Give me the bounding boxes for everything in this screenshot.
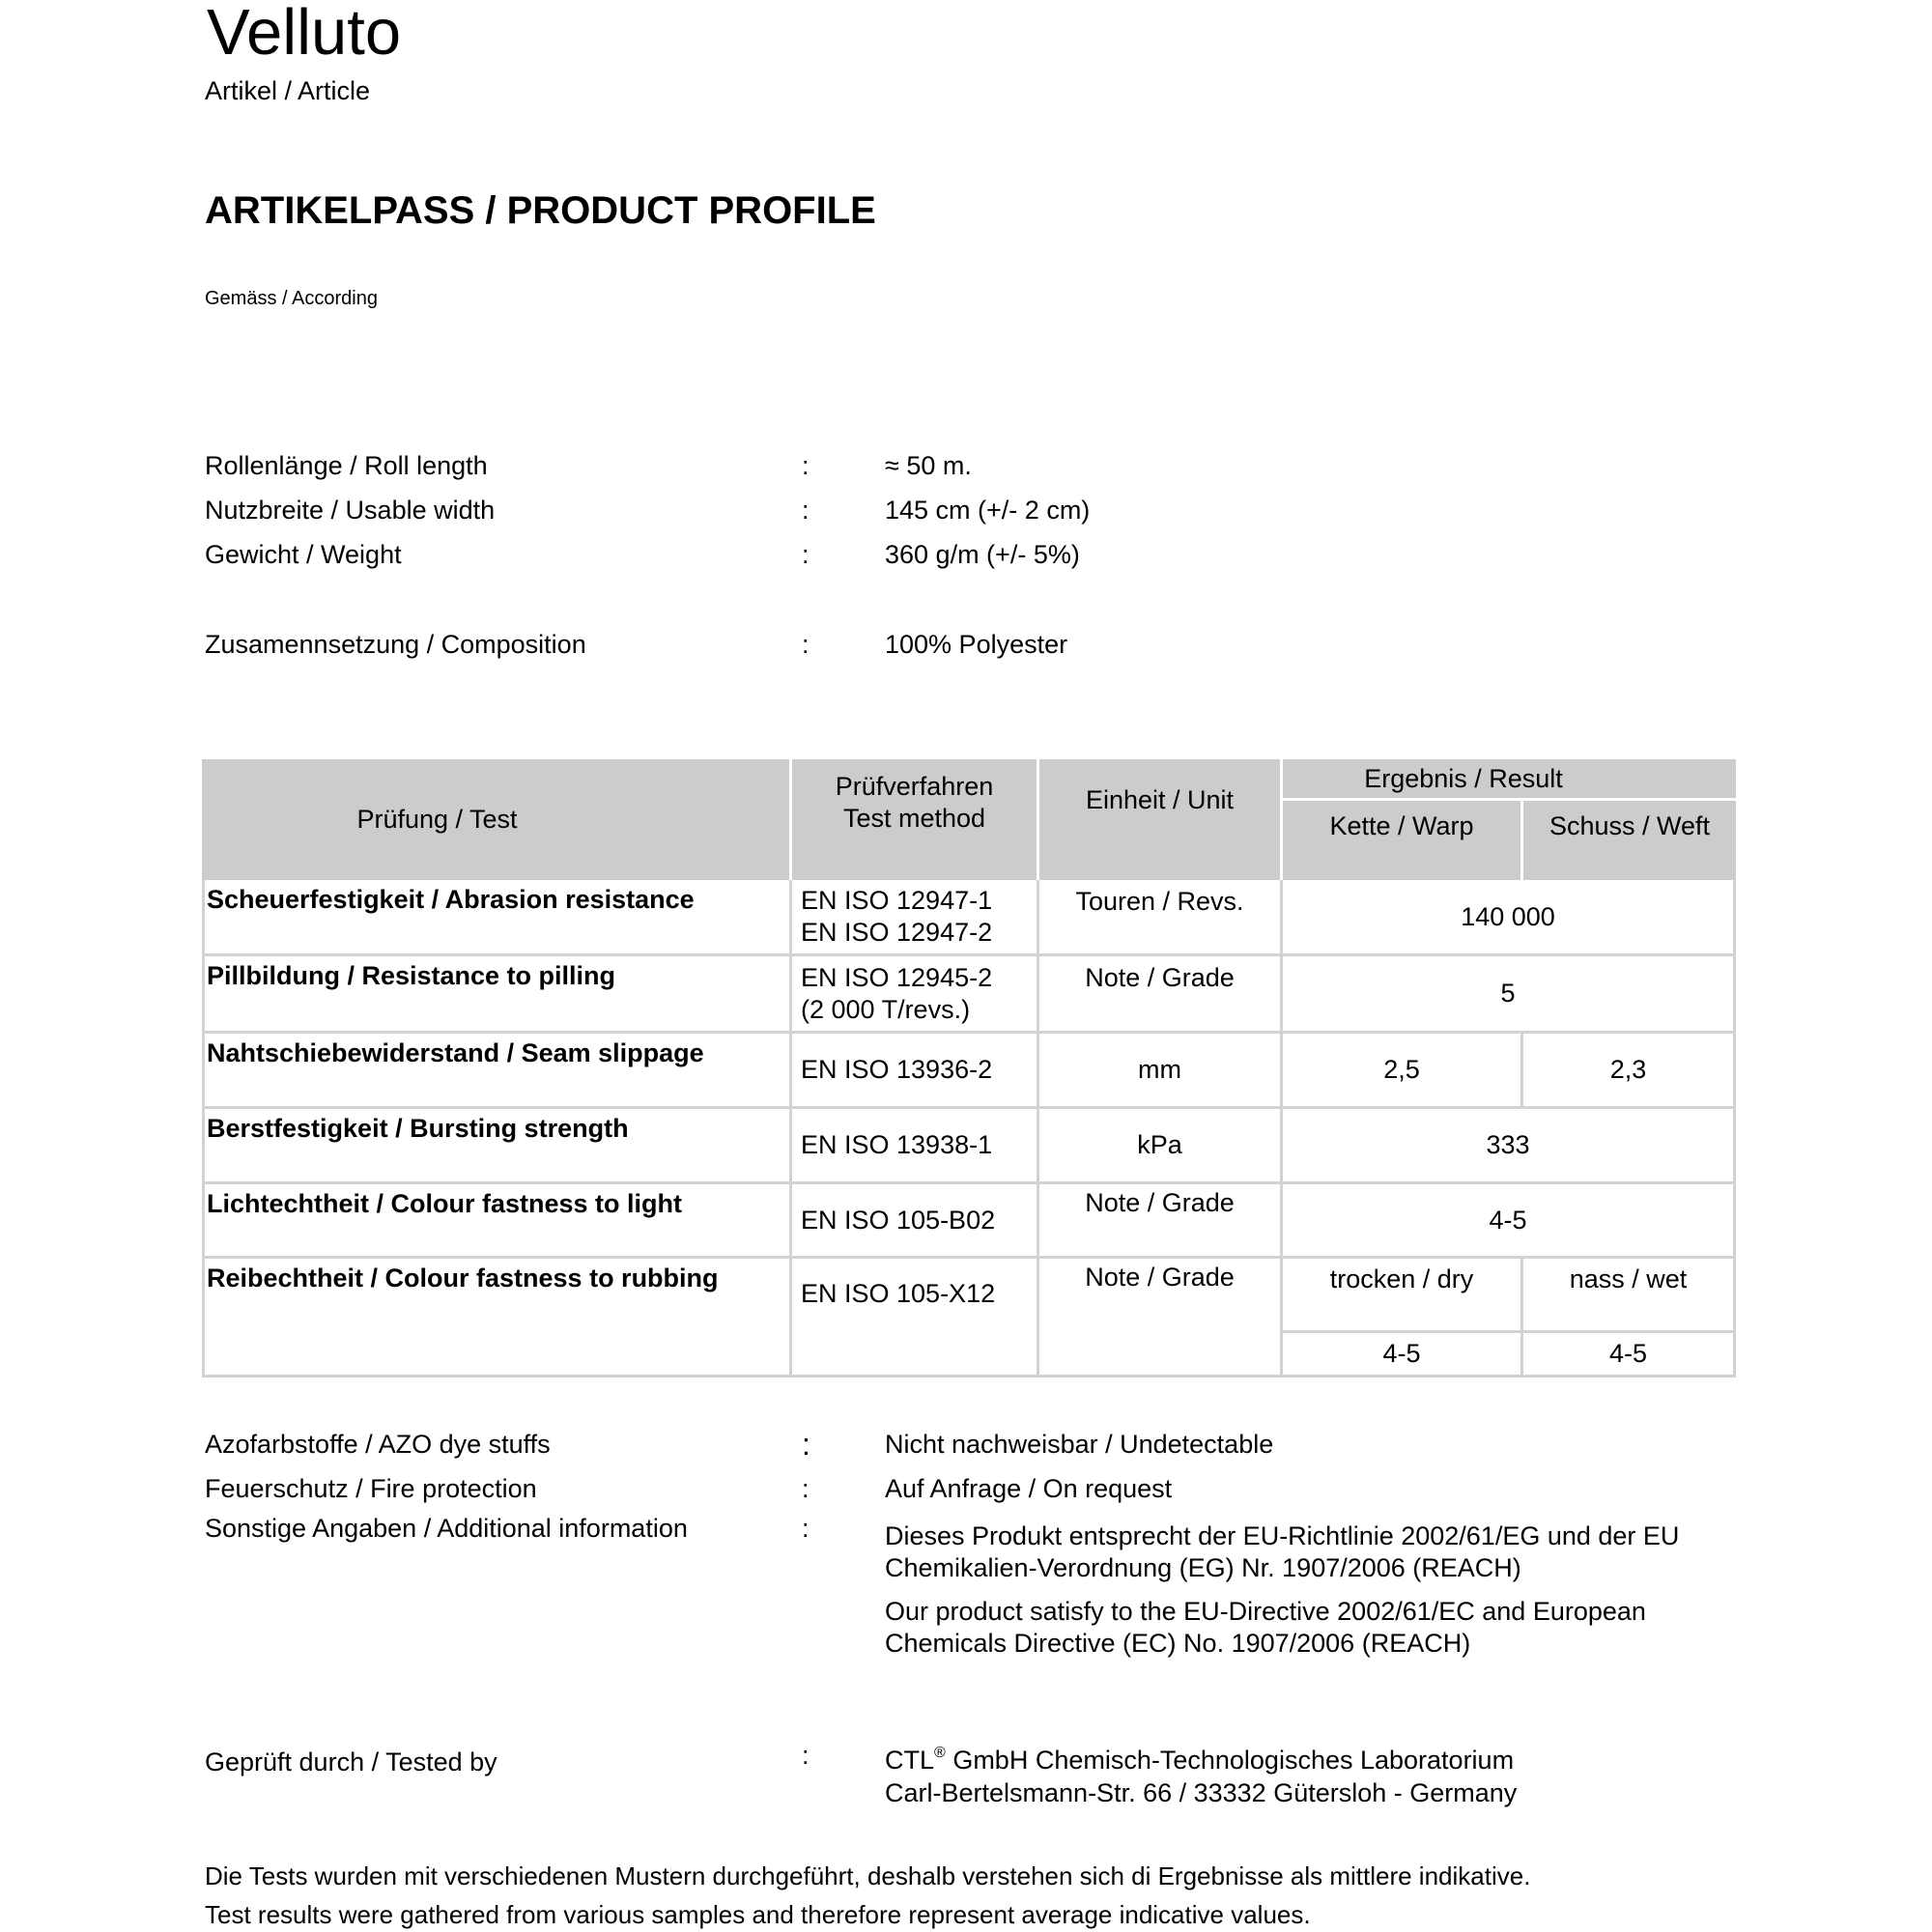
spec-value-roll-length: ≈ 50 m. bbox=[885, 451, 972, 480]
test-method-line: EN ISO 12947-1 bbox=[801, 886, 993, 915]
test-result-bursting-strength: 333 bbox=[1283, 1109, 1736, 1184]
company-full-name: GmbH Chemisch-Technologisches Laboratorium bbox=[945, 1746, 1515, 1775]
tested-by-address: Carl-Bertelsmann-Str. 66 / 33332 Gütersloh - Germany bbox=[885, 1778, 1518, 1807]
test-method-pilling bbox=[792, 956, 1039, 1034]
extra-value-fire-protection: Auf Anfrage / On request bbox=[885, 1474, 1173, 1503]
registered-mark: ® bbox=[934, 1745, 946, 1761]
footer-note-en: Test results were gathered from various samples and therefore represent average indicative values. bbox=[205, 1900, 1311, 1929]
table-header-method-line2: Test method bbox=[842, 804, 986, 833]
test-unit-abrasion: Touren / Revs. bbox=[1039, 880, 1283, 956]
test-name-bursting-strength: Berstfestigkeit / Bursting strength bbox=[202, 1109, 792, 1184]
table-header-test: Prüfung / Test bbox=[202, 759, 792, 880]
spec-label-usable-width: Nutzbreite / Usable width bbox=[205, 496, 496, 525]
test-result-light-fastness: 4-5 bbox=[1283, 1184, 1736, 1259]
test-name-seam-slippage: Nahtschiebewiderstand / Seam slippage bbox=[202, 1034, 792, 1109]
spec-value-weight: 360 g/m (+/- 5%) bbox=[885, 540, 1080, 569]
footer-note-de: Die Tests wurden mit verschiedenen Mustern durchgeführt, deshalb verstehen sich di Ergebnisse als mittlere indikative. bbox=[205, 1861, 1531, 1890]
spec-label-weight: Gewicht / Weight bbox=[205, 540, 402, 569]
test-method-line: EN ISO 105-B02 bbox=[801, 1205, 996, 1235]
test-unit-light-fastness: Note / Grade bbox=[1039, 1184, 1283, 1259]
test-name-light-fastness: Lichtechtheit / Colour fastness to light bbox=[202, 1184, 792, 1259]
test-method-line: (2 000 T/revs.) bbox=[801, 994, 971, 1024]
spec-separator: : bbox=[802, 451, 810, 480]
test-method-abrasion bbox=[792, 880, 1039, 956]
table-header-result: Ergebnis / Result bbox=[1283, 759, 1736, 801]
table-header-weft: Schuss / Weft bbox=[1523, 801, 1736, 880]
test-unit-pilling: Note / Grade bbox=[1039, 956, 1283, 1034]
extra-separator: : bbox=[802, 1474, 810, 1503]
test-name-pilling: Pillbildung / Resistance to pilling bbox=[202, 956, 792, 1034]
extra-separator: : bbox=[802, 1514, 810, 1543]
spec-label-composition: Zusamennsetzung / Composition bbox=[205, 630, 586, 659]
test-name-rubbing-fastness: Reibechtheit / Colour fastness to rubbing bbox=[202, 1259, 792, 1378]
article-label: Artikel / Article bbox=[205, 76, 371, 105]
test-method-line: EN ISO 12945-2 bbox=[801, 962, 993, 992]
extra-label-additional-info: Sonstige Angaben / Additional information bbox=[205, 1514, 688, 1543]
table-header-method bbox=[792, 759, 1039, 880]
tested-by-separator: : bbox=[802, 1741, 810, 1770]
test-method-line: EN ISO 13938-1 bbox=[801, 1130, 993, 1159]
spec-separator: : bbox=[802, 540, 810, 569]
tested-by-label: Geprüft durch / Tested by bbox=[205, 1747, 497, 1776]
test-results-table bbox=[202, 759, 1736, 1378]
test-unit-seam-slippage: mm bbox=[1039, 1034, 1283, 1109]
test-method-line: EN ISO 12947-2 bbox=[801, 918, 993, 947]
test-method-light-fastness bbox=[792, 1184, 1039, 1259]
according-label: Gemäss / According bbox=[205, 288, 378, 309]
tested-by-company bbox=[885, 1747, 1514, 1774]
test-unit-rubbing-fastness: Note / Grade bbox=[1039, 1259, 1283, 1378]
test-result-rubbing-wet: 4-5 bbox=[1523, 1333, 1736, 1378]
spec-value-composition: 100% Polyester bbox=[885, 630, 1068, 659]
spec-value-usable-width: 145 cm (+/- 2 cm) bbox=[885, 496, 1091, 525]
test-method-seam-slippage bbox=[792, 1034, 1039, 1109]
extra-value-azo: Nicht nachweisbar / Undetectable bbox=[885, 1430, 1274, 1459]
extra-additional-info-line: Chemikalien-Verordnung (EG) Nr. 1907/2006 (REACH) bbox=[885, 1553, 1521, 1582]
spec-separator: : bbox=[802, 496, 810, 525]
extra-additional-info-line: Dieses Produkt entsprecht der EU-Richtlinie 2002/61/EG und der EU bbox=[885, 1521, 1680, 1550]
extra-additional-info-line: Chemicals Directive (EC) No. 1907/2006 (REACH) bbox=[885, 1629, 1471, 1658]
test-result-pilling: 5 bbox=[1283, 956, 1736, 1034]
company-short-name: CTL bbox=[885, 1746, 935, 1775]
test-method-line: EN ISO 105-X12 bbox=[801, 1279, 996, 1308]
test-result-seam-slippage-warp: 2,5 bbox=[1283, 1034, 1523, 1109]
extra-additional-info-line: Our product satisfy to the EU-Directive 2002/61/EC and European bbox=[885, 1597, 1646, 1626]
test-name-abrasion: Scheuerfestigkeit / Abrasion resistance bbox=[202, 880, 792, 956]
extra-label-azo: Azofarbstoffe / AZO dye stuffs bbox=[205, 1430, 551, 1459]
table-header-unit: Einheit / Unit bbox=[1039, 759, 1283, 880]
test-method-rubbing-fastness bbox=[792, 1259, 1039, 1378]
extra-separator: : bbox=[802, 1427, 810, 1462]
page-title: ARTIKELPASS / PRODUCT PROFILE bbox=[205, 189, 876, 232]
test-method-line: EN ISO 13936-2 bbox=[801, 1055, 993, 1084]
test-result-seam-slippage-weft: 2,3 bbox=[1523, 1034, 1736, 1109]
test-method-bursting-strength bbox=[792, 1109, 1039, 1184]
test-result-abrasion: 140 000 bbox=[1283, 880, 1736, 956]
table-header-warp: Kette / Warp bbox=[1283, 801, 1523, 880]
table-header-method-line1: Prüfverfahren bbox=[835, 772, 994, 801]
test-unit-bursting-strength: kPa bbox=[1039, 1109, 1283, 1184]
spec-label-roll-length: Rollenlänge / Roll length bbox=[205, 451, 488, 480]
test-result-rubbing-wet-label: nass / wet bbox=[1523, 1259, 1736, 1333]
article-name: Velluto bbox=[207, 0, 402, 69]
extra-label-fire-protection: Feuerschutz / Fire protection bbox=[205, 1474, 537, 1503]
test-result-rubbing-dry-label: trocken / dry bbox=[1283, 1259, 1523, 1333]
spec-separator: : bbox=[802, 630, 810, 659]
test-result-rubbing-dry: 4-5 bbox=[1283, 1333, 1523, 1378]
